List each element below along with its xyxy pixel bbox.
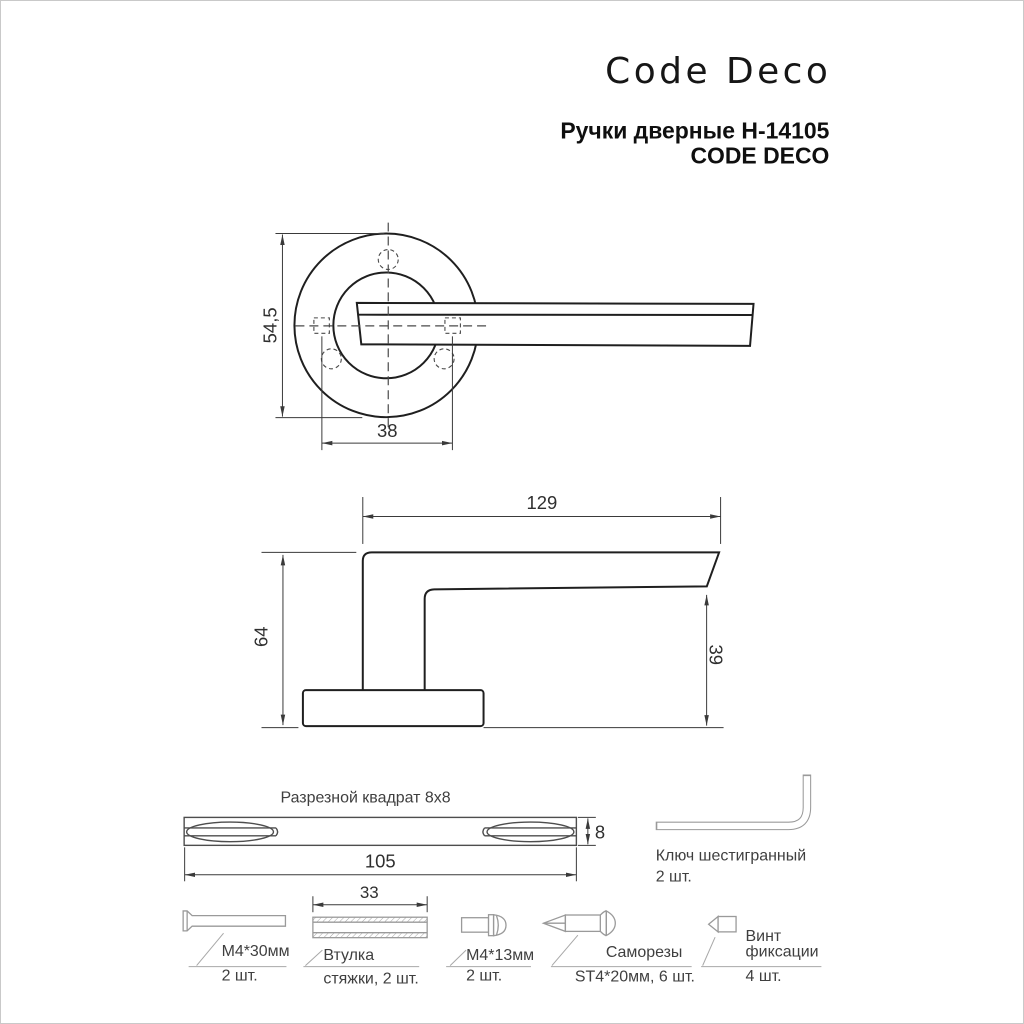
fastener-screw-m4-13: [446, 915, 534, 985]
dim-lever-length: [363, 492, 721, 544]
dim-value-39: 39: [705, 644, 727, 665]
fastener-bushing: [303, 883, 427, 987]
set-screw-qty: 4 шт.: [745, 968, 782, 986]
set-screw-name-line2: фиксации: [745, 943, 819, 961]
dim-value-33: 33: [359, 883, 379, 903]
spindle-split-right: [487, 822, 574, 842]
side-view-drawing: [250, 492, 726, 728]
screw-hole-bottom-right: [434, 349, 454, 369]
hex-key-qty: 2 шт.: [655, 868, 692, 886]
bushing-name: Втулка: [323, 947, 375, 965]
dim-value-64: 64: [250, 626, 272, 648]
hex-key-outline: [656, 774, 807, 825]
dim-value-105: 105: [364, 850, 396, 872]
fastener-self-tapping: [543, 911, 695, 986]
hex-key-label: Ключ шестигранный: [655, 847, 807, 865]
screw-m4-30-drawing: [183, 911, 285, 931]
screw-m4-13-name: M4*13мм: [466, 947, 535, 965]
technical-drawing-canvas: [1, 1, 1023, 1023]
dim-grip-clearance: [484, 595, 727, 728]
spindle-label: Разрезной квадрат 8x8: [280, 789, 451, 807]
screw-m4-30-qty: 2 шт.: [221, 967, 258, 985]
spindle-split-left: [187, 822, 274, 842]
self-tapping-name: Саморезы: [605, 944, 683, 962]
rosette-side-view: [303, 690, 484, 726]
set-screw-drawing: [709, 917, 718, 932]
product-title-line1: Ручки дверные Н-14105: [560, 117, 830, 144]
spindle-drawing: [184, 789, 605, 881]
fasteners-row: [183, 883, 821, 987]
fastener-screw-m4-30: [183, 911, 289, 985]
dim-value-8: 8: [594, 821, 606, 843]
front-view-drawing: [259, 223, 753, 451]
screw-hole-bottom-left: [321, 349, 341, 369]
handle-profile: [363, 552, 719, 690]
dim-value-54-5: 54,5: [259, 307, 281, 344]
dim-spindle-length: [185, 847, 577, 881]
brand-logo: Code Deco: [605, 50, 832, 92]
handle-lever-top-view: [357, 303, 754, 346]
fastener-set-screw: [701, 917, 821, 986]
self-tapping-qty: ST4*20мм, 6 шт.: [574, 968, 695, 986]
set-screw-name-line1: Винт: [745, 928, 782, 946]
dim-value-129: 129: [526, 492, 558, 514]
screw-m4-13-qty: 2 шт.: [466, 967, 503, 985]
dim-spindle-side: [578, 817, 605, 845]
screw-m4-30-name: M4*30мм: [221, 943, 290, 961]
hex-key-drawing: [656, 774, 807, 885]
dim-value-38: 38: [376, 420, 398, 442]
bushing-qty: стяжки, 2 шт.: [323, 970, 419, 988]
screw-m4-13-drawing: [462, 918, 489, 932]
product-title-line2: CODE DECO: [690, 142, 830, 169]
header: [560, 51, 831, 169]
